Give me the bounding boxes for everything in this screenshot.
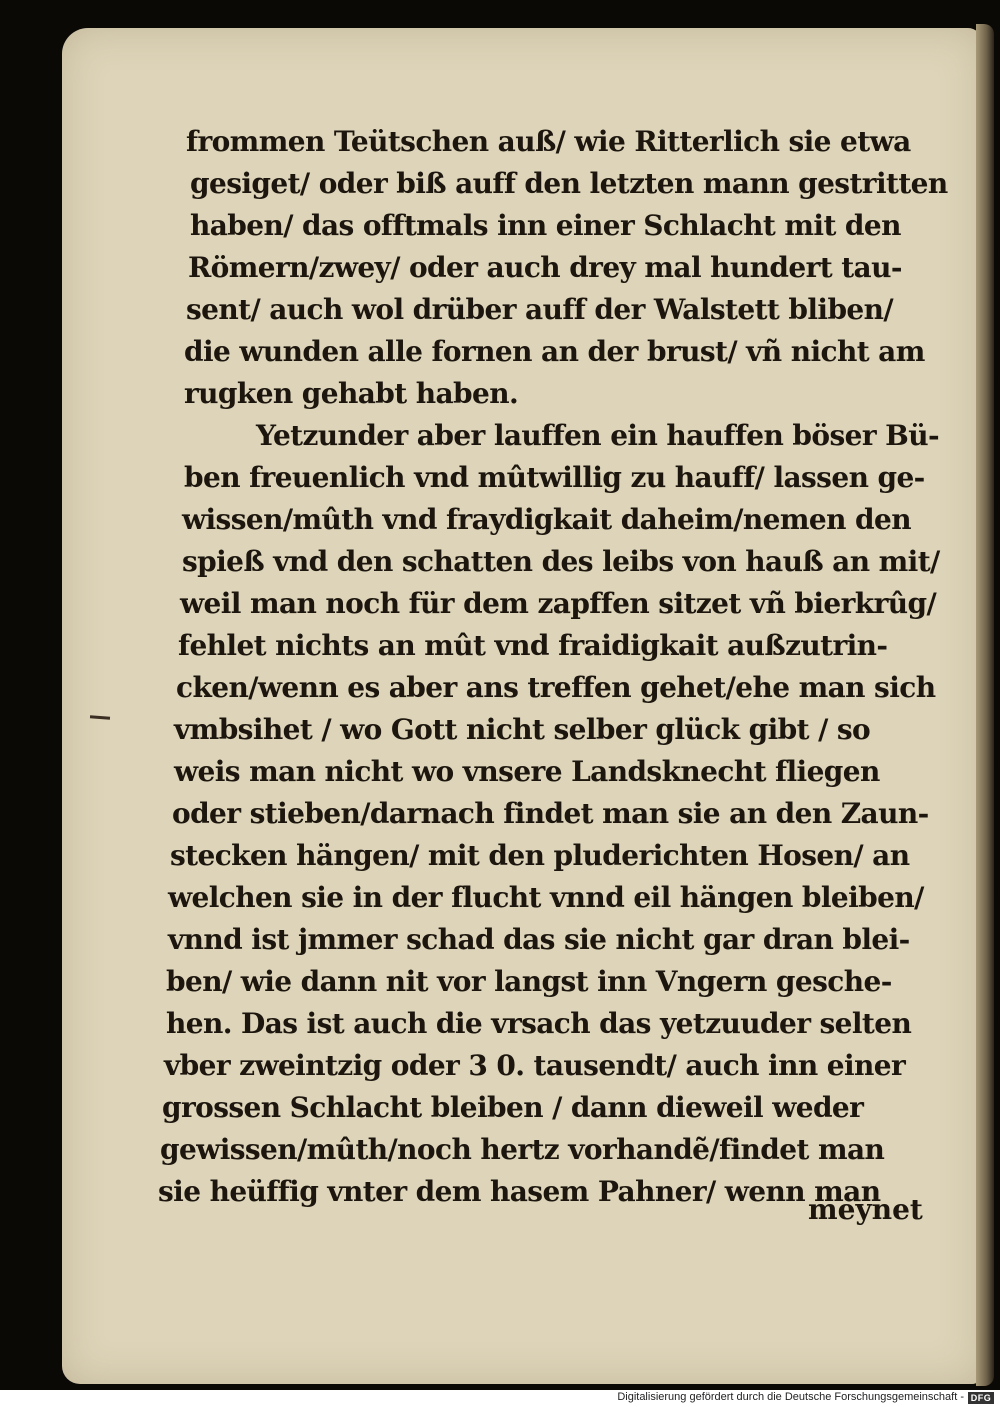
catchword: meynet [808,1193,923,1226]
page-edge [976,24,994,1386]
text-line: hen. Das ist auch die vrsach das yetzuuder selten [166,1007,912,1040]
text-line: ben/ wie dann nit vor langst inn Vngern gesche- [166,965,892,998]
digitization-credit: Digitalisierung gefördert durch die Deutsche Forschungsgemeinschaft - [617,1391,964,1403]
dfg-logo: DFG [968,1392,994,1404]
text-line: grossen Schlacht bleiben / dann dieweil weder [162,1091,864,1124]
text-line: weil man noch für dem zapffen sitzet vñ bierkrûg/ [180,587,937,620]
text-line: oder stieben/darnach findet man sie an den Zaun- [172,797,929,830]
footer-bar [0,1390,1000,1407]
text-line: cken/wenn es aber ans treffen gehet/ehe man sich [176,671,936,704]
text-line: frommen Teütschen auß/ wie Ritterlich sie etwa [186,125,911,158]
text-line: sent/ auch wol drüber auff der Walstett bliben/ [186,293,894,326]
text-line: sie heüffig vnter dem hasem Pahner/ wenn man [158,1175,881,1208]
text-line: stecken hängen/ mit den pluderichten Hosen/ an [170,839,910,872]
text-line: welchen sie in der flucht vnnd eil hängen bleiben/ [168,881,924,914]
text-line: vmbsihet / wo Gott nicht selber glück gibt / so [174,713,871,746]
text-line: vnnd ist jmmer schad das sie nicht gar dran blei- [168,923,910,956]
text-line: die wunden alle fornen an der brust/ vñ nicht am [184,335,925,368]
text-line: Yetzunder aber lauffen ein hauffen böser Bü- [256,419,939,452]
text-line: vber zweintzig oder 3 0. tausendt/ auch inn einer [164,1049,906,1082]
text-line: haben/ das offtmals inn einer Schlacht mit den [190,209,901,242]
text-line: spieß vnd den schatten des leibs von hauß an mit/ [182,545,940,578]
text-line: ben freuenlich vnd mûtwillig zu hauff/ lassen ge- [184,461,925,494]
text-line: gesiget/ oder biß auff den letzten mann gestritten [190,167,948,200]
text-line: wissen/mûth vnd fraydigkait daheim/nemen den [182,503,911,536]
text-line: weis man nicht wo vnsere Landsknecht fliegen [174,755,880,788]
text-line: rugken gehabt haben. [184,377,519,410]
text-line: gewissen/mûth/noch hertz vorhandẽ/findet man [160,1133,885,1166]
text-line: fehlet nichts an mût vnd fraidigkait außzutrin- [178,629,888,662]
text-line: Römern/zwey/ oder auch drey mal hundert tau- [188,251,902,284]
